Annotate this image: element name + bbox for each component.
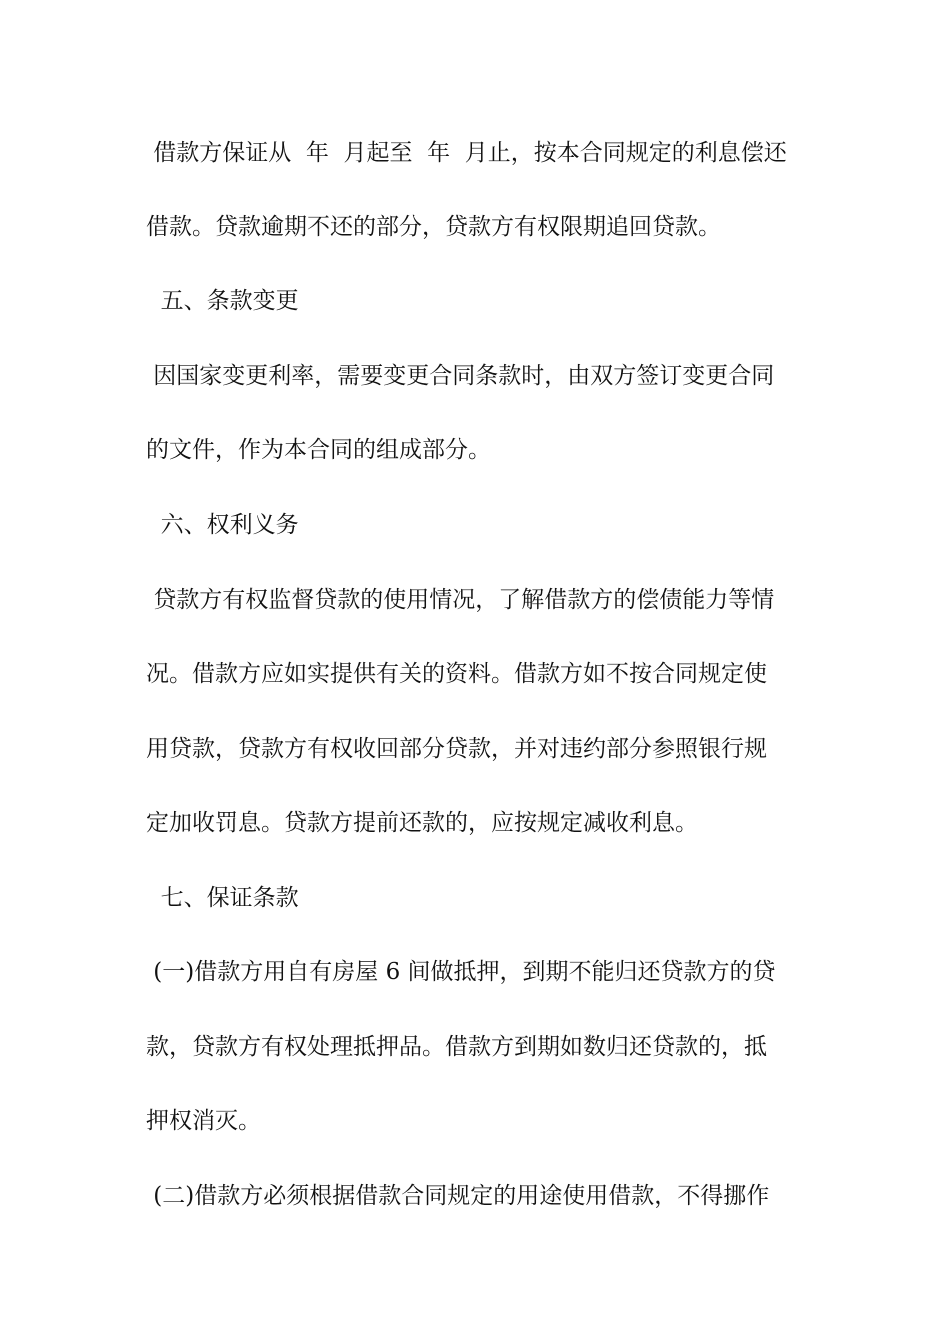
paragraph-line: 贷款方有权监督贷款的使用情况，了解借款方的偿债能力等情	[146, 587, 775, 613]
paragraph-line: 押权消灭。	[146, 1108, 261, 1134]
paragraph-line: 款，贷款方有权处理抵押品。借款方到期如数归还贷款的，抵	[146, 1034, 767, 1060]
paragraph-line: 用贷款，贷款方有权收回部分贷款，并对违约部分参照银行规	[146, 736, 767, 762]
paragraph-line: (一)借款方用自有房屋 6 间做抵押，到期不能归还贷款方的贷	[146, 959, 776, 985]
section-heading: 五、条款变更	[146, 288, 299, 314]
paragraph-line: 的文件，作为本合同的组成部分。	[146, 437, 491, 463]
paragraph-line: 借款。贷款逾期不还的部分，贷款方有权限期追回贷款。	[146, 214, 721, 240]
section-heading: 七、保证条款	[146, 885, 299, 911]
paragraph-line: 况。借款方应如实提供有关的资料。借款方如不按合同规定使	[146, 661, 767, 687]
paragraph-line: 借款方保证从 年 月起至 年 月止，按本合同规定的利息偿还	[146, 140, 787, 166]
paragraph-line: 定加收罚息。贷款方提前还款的，应按规定减收利息。	[146, 810, 698, 836]
paragraph-line: (二)借款方必须根据借款合同规定的用途使用借款，不得挪作	[146, 1183, 770, 1209]
section-heading: 六、权利义务	[146, 512, 299, 538]
paragraph-line: 因国家变更利率，需要变更合同条款时，由双方签订变更合同	[146, 363, 775, 389]
